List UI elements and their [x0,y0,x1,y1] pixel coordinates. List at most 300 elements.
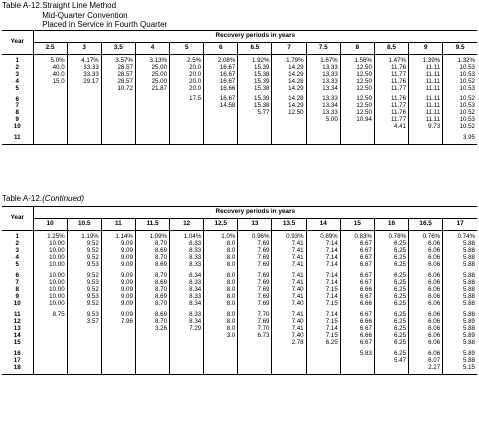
rate-cell [272,358,306,365]
rate-cell: 9.52 [67,287,101,294]
rate-cell: 25.00 [135,72,169,79]
rate-cell: 0.89% [306,231,340,242]
rate-cell: 6.06 [409,347,443,358]
rate-cell: 7.41 [272,280,306,287]
rate-cell [67,347,101,358]
year-cell: 2 [2,65,33,72]
period-header: 16 [374,219,408,231]
rate-cell: 5.88 [443,287,477,294]
rate-cell: 8.33 [170,294,204,301]
year-cell: 3 [2,72,33,79]
rate-cell: 13.33 [306,92,340,103]
rate-cell: 7.70 [238,326,272,333]
rate-cell: 10.94 [340,117,374,124]
rate-cell: 6.66 [340,301,374,308]
rate-cell [238,340,272,347]
rate-cell: 0.96% [238,231,272,242]
rate-cell: 8.69 [135,280,169,287]
rate-cell: 8.69 [135,308,169,319]
rate-cell: 7.29 [170,326,204,333]
rate-cell [135,103,169,110]
rate-cell [409,131,443,144]
rate-cell: 9.53 [67,280,101,287]
rate-cell: 11.77 [374,117,408,124]
rate-cell: 5.88 [443,280,477,287]
rate-cell: 8.33 [170,308,204,319]
rate-cell [272,117,306,124]
year-cell: 4 [2,79,33,86]
rate-cell: 9.52 [67,248,101,255]
period-header: 5 [170,43,204,55]
rate-cell: 29.17 [67,79,101,86]
rate-cell: 7.41 [272,326,306,333]
rate-cell: 5.88 [443,326,477,333]
rate-cell: 20.0 [170,79,204,86]
rate-cell: 6.67 [340,340,374,347]
rate-cell: 3.57 [67,319,101,326]
rate-cell: 16.67 [204,72,238,79]
rate-cell: 6.25 [374,269,408,280]
rate-cell: 11.76 [374,65,408,72]
rate-cell: 9.09 [101,255,135,262]
rate-cell [67,103,101,110]
rate-cell: 0.74% [443,231,477,242]
period-header: 8 [340,43,374,55]
table-row [2,365,477,375]
rate-cell: 7.40 [272,333,306,340]
rate-cell [33,326,67,333]
rate-cell: 7.69 [238,248,272,255]
rate-cell: 3.26 [135,326,169,333]
rate-cell [101,124,135,131]
rate-cell: 6.25 [374,262,408,269]
period-header: 2.5 [33,43,67,55]
rate-cell: 14.29 [272,86,306,93]
rate-cell: 6.06 [409,340,443,347]
rate-cell: 6.67 [340,294,374,301]
rate-cell: 7.14 [306,255,340,262]
rate-cell: 0.83% [340,231,374,242]
rate-cell [33,131,67,144]
rate-cell [204,347,238,358]
period-header: 4 [135,43,169,55]
rate-cell: 6.06 [409,269,443,280]
continued-table-label: Table A-12. [2,194,43,203]
depreciation-table-2 [2,206,477,375]
rate-cell [67,117,101,124]
rate-cell: 5.15 [443,365,477,375]
rate-cell [204,110,238,117]
rate-cell [33,340,67,347]
rate-cell: 12.50 [340,110,374,117]
rate-cell: 7.69 [238,262,272,269]
rate-cell: 5.88 [443,308,477,319]
rate-cell: 6.06 [409,294,443,301]
rate-cell: 11.11 [409,65,443,72]
rate-cell: 16.66 [204,86,238,93]
rate-cell: 15.39 [238,92,272,103]
rate-cell [33,124,67,131]
rate-cell: 8.69 [135,294,169,301]
rate-cell: 9.09 [101,287,135,294]
period-header: 10 [33,219,67,231]
rate-cell [306,347,340,358]
rate-cell: 5.89 [443,347,477,358]
rate-cell [101,340,135,347]
rate-cell: 6.06 [409,308,443,319]
title-method: Straight Line Method [42,1,117,10]
rate-cell: 8.0 [204,301,238,308]
year-cell: 5 [2,86,33,93]
rate-cell: 10.53 [443,86,477,93]
rate-cell: 11.11 [409,103,443,110]
rate-cell: 7.14 [306,262,340,269]
rate-cell: 9.09 [101,269,135,280]
rate-cell [33,358,67,365]
rate-cell: 6.25 [374,340,408,347]
rate-cell: 6.67 [340,248,374,255]
rate-cell: 20.0 [170,86,204,93]
rate-cell: 3.13% [135,55,169,65]
period-header: 12 [170,219,204,231]
continued-note: (Continued) [42,194,85,203]
rate-cell: 8.33 [170,280,204,287]
rate-cell: 1.0% [204,231,238,242]
rate-cell: 2.5% [170,55,204,65]
rate-cell [204,340,238,347]
rate-cell: 6.06 [409,248,443,255]
rate-cell: 10.00 [33,294,67,301]
rate-cell [33,92,67,103]
rate-cell: 7.40 [272,319,306,326]
rate-cell: 3.95 [443,131,477,144]
rate-cell: 5.77 [238,110,272,117]
period-header: 7 [272,43,306,55]
rate-cell: 7.14 [306,326,340,333]
rate-cell [170,365,204,375]
rate-cell [33,319,67,326]
rate-cell [67,358,101,365]
rate-cell [67,365,101,375]
period-header: 3.5 [101,43,135,55]
rate-cell [67,86,101,93]
rate-cell [101,103,135,110]
title-line-2 [2,11,167,21]
rate-cell: 13.34 [306,86,340,93]
rate-cell: 10.00 [33,280,67,287]
rate-cell: 6.06 [409,301,443,308]
rate-cell [135,340,169,347]
rate-cell: 9.52 [67,255,101,262]
rate-cell [374,365,408,375]
year-cell: 16 [2,347,33,358]
table-row [2,340,477,347]
year-cell: 8 [2,287,33,294]
rate-cell: 7.40 [272,287,306,294]
year-cell: 1 [2,55,33,65]
rate-cell: 9.53 [67,262,101,269]
rate-cell: 7.69 [238,294,272,301]
rate-cell: 10.52 [443,124,477,131]
table-row [2,301,477,308]
rate-cell: 11.11 [409,79,443,86]
continued-title [2,194,84,203]
rate-cell: 9.52 [67,301,101,308]
rate-cell: 6.25 [374,241,408,248]
rate-cell [238,131,272,144]
rate-cell: 20.0 [170,72,204,79]
rate-cell: 12.50 [340,65,374,72]
title-convention: Mid-Quarter Convention [42,10,128,20]
rate-cell: 7.40 [272,301,306,308]
rate-cell [135,333,169,340]
rate-cell: 8.69 [135,248,169,255]
rate-cell: 11.11 [409,92,443,103]
rate-cell [33,117,67,124]
rate-cell: 14.58 [204,103,238,110]
year-cell: 11 [2,308,33,319]
rate-cell [340,131,374,144]
year-cell: 4 [2,255,33,262]
rate-cell: 10.00 [33,269,67,280]
rate-cell: 13.33 [306,110,340,117]
rate-cell: 7.69 [238,241,272,248]
rate-cell: 9.52 [67,269,101,280]
rate-cell: 1.25% [33,231,67,242]
table-row [2,86,477,93]
rate-cell [374,131,408,144]
table-label: Table A-12. [2,1,43,10]
rate-cell: 7.15 [306,301,340,308]
rate-cell: 6.25 [374,347,408,358]
rate-cell: 6.25 [374,333,408,340]
rate-cell: 10.52 [443,92,477,103]
period-header: 17 [443,219,477,231]
rate-cell: 11.76 [374,92,408,103]
period-header: 6.5 [238,43,272,55]
rate-cell: 10.52 [443,79,477,86]
rate-cell: 6.66 [340,319,374,326]
rate-cell [170,340,204,347]
rate-cell [33,365,67,375]
rate-cell: 7.69 [238,319,272,326]
rate-cell: 6.25 [374,287,408,294]
rate-cell: 10.72 [101,86,135,93]
rate-cell: 8.0 [204,262,238,269]
rate-cell [67,333,101,340]
rate-cell: 8.0 [204,326,238,333]
rate-cell [272,347,306,358]
rate-cell: 5.0% [33,55,67,65]
rate-cell: 5.47 [374,358,408,365]
year-cell: 7 [2,280,33,287]
rate-cell [238,365,272,375]
rate-cell [272,131,306,144]
rate-cell: 7.41 [272,262,306,269]
rate-cell: 8.0 [204,280,238,287]
rate-cell: 7.14 [306,241,340,248]
rate-cell: 8.70 [135,241,169,248]
rate-cell: 6.06 [409,255,443,262]
rate-cell [67,92,101,103]
rate-cell: 12.50 [340,79,374,86]
rate-cell: 12.50 [340,103,374,110]
rate-cell: 13.33 [306,72,340,79]
year-cell: 5 [2,262,33,269]
rate-cell: 1.92% [238,55,272,65]
rate-cell [204,365,238,375]
rate-cell: 7.14 [306,280,340,287]
rate-cell: 5.88 [443,248,477,255]
rate-cell: 8.70 [135,255,169,262]
rate-cell: 15.38 [238,72,272,79]
rate-cell: 7.14 [306,294,340,301]
rate-cell: 7.69 [238,280,272,287]
rate-cell [33,110,67,117]
rate-cell [204,117,238,124]
rate-cell: 16.67 [204,79,238,86]
rate-cell: 1.14% [101,231,135,242]
rate-cell: 9.73 [409,124,443,131]
rate-cell [170,358,204,365]
rate-cell: 21.87 [135,86,169,93]
rate-cell [101,131,135,144]
rate-cell: 7.15 [306,319,340,326]
year-cell: 1 [2,231,33,242]
table-row [2,131,477,144]
rate-cell: 10.00 [33,262,67,269]
rate-cell [170,131,204,144]
rate-cell [135,358,169,365]
rate-cell [306,131,340,144]
rate-cell: 6.06 [409,326,443,333]
rate-cell: 10.00 [33,287,67,294]
rate-cell: 8.70 [135,319,169,326]
rate-cell [238,117,272,124]
period-header: 9.5 [443,43,477,55]
rate-cell: 20.0 [170,65,204,72]
year-cell: 7 [2,103,33,110]
rate-cell: 8.0 [204,248,238,255]
rate-cell: 33.33 [67,72,101,79]
rate-cell: 5.88 [443,241,477,248]
rate-cell: 6.06 [409,241,443,248]
rate-cell: 2.78 [272,340,306,347]
rate-cell: 1.32% [443,55,477,65]
year-cell: 10 [2,124,33,131]
rate-cell: 9.09 [101,248,135,255]
rate-cell: 40.0 [33,65,67,72]
year-cell: 8 [2,110,33,117]
rate-cell: 5.88 [443,255,477,262]
year-cell: 6 [2,269,33,280]
rate-cell [101,347,135,358]
rate-cell: 28.57 [101,72,135,79]
rate-cell: 14.29 [272,103,306,110]
period-header: 6 [204,43,238,55]
rate-cell: 13.33 [306,65,340,72]
period-header: 16.5 [409,219,443,231]
recovery-periods-header: Recovery periods in years [33,207,477,219]
rate-cell: 5.88 [443,340,477,347]
rate-cell: 13.33 [306,79,340,86]
period-header: 15 [340,219,374,231]
rate-cell: 8.34 [170,287,204,294]
rate-cell: 6.67 [340,269,374,280]
year-cell: 11 [2,131,33,144]
rate-cell: 5.89 [443,319,477,326]
rate-cell: 7.14 [306,308,340,319]
rate-cell: 15.38 [238,103,272,110]
table-row [2,124,477,131]
rate-cell: 1.19% [67,231,101,242]
rate-cell: 8.33 [170,255,204,262]
year-cell: 6 [2,92,33,103]
rate-cell: 16.67 [204,92,238,103]
year-cell: 17 [2,358,33,365]
rate-cell: 6.66 [340,287,374,294]
year-cell: 2 [2,241,33,248]
rate-cell: 1.79% [272,55,306,65]
rate-cell: 28.57 [101,79,135,86]
rate-cell [340,358,374,365]
rate-cell: 14.29 [272,72,306,79]
rate-cell [170,103,204,110]
year-cell: 15 [2,340,33,347]
rate-cell: 11.77 [374,86,408,93]
rate-cell: 5.88 [443,301,477,308]
rate-cell [67,326,101,333]
rate-cell [101,333,135,340]
rate-cell [238,358,272,365]
year-cell: 12 [2,319,33,326]
rate-cell [33,103,67,110]
recovery-periods-header: Recovery periods in years [33,31,477,43]
rate-cell: 6.73 [238,333,272,340]
period-header: 13 [238,219,272,231]
period-header: 11.5 [135,219,169,231]
rate-cell: 7.70 [238,308,272,319]
rate-cell [33,333,67,340]
rate-cell: 11.11 [409,110,443,117]
rate-cell: 8.33 [170,248,204,255]
rate-cell: 9.53 [67,294,101,301]
rate-cell [101,117,135,124]
rate-cell: 6.67 [340,326,374,333]
year-cell: 9 [2,117,33,124]
rate-cell: 5.88 [443,269,477,280]
rate-cell [33,86,67,93]
rate-cell: 8.0 [204,294,238,301]
table-row [2,262,477,269]
rate-cell: 8.69 [135,262,169,269]
rate-cell [67,131,101,144]
rate-cell: 0.93% [272,231,306,242]
rate-cell [33,347,67,358]
rate-cell: 6.25 [374,319,408,326]
rate-cell: 5.88 [443,358,477,365]
rate-cell: 6.25 [306,340,340,347]
rate-cell: 7.14 [306,248,340,255]
rate-cell: 14.28 [272,79,306,86]
rate-cell: 7.15 [306,287,340,294]
rate-cell: 7.69 [238,255,272,262]
rate-cell: 6.06 [409,262,443,269]
rate-cell [135,131,169,144]
rate-cell: 7.96 [101,319,135,326]
rate-cell [204,358,238,365]
period-header: 9 [409,43,443,55]
